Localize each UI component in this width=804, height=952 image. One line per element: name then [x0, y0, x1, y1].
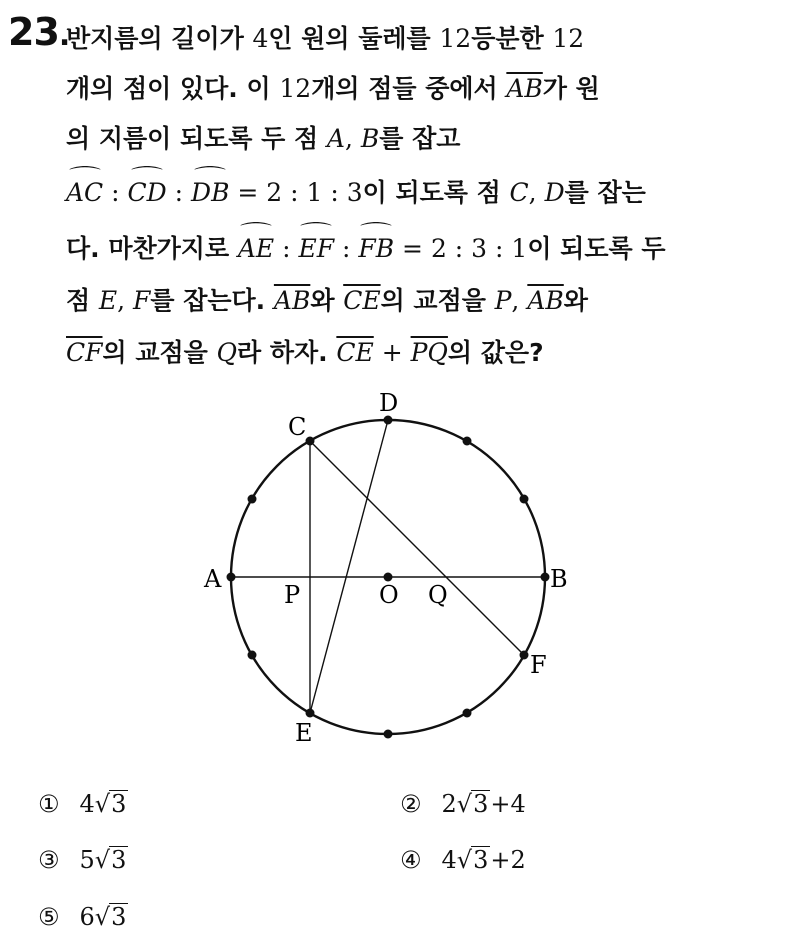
point-C	[306, 437, 315, 446]
choice-marker: ⑤	[38, 903, 60, 931]
division-point	[520, 495, 529, 504]
choice-5[interactable]: ⑤ 6√3	[38, 903, 127, 931]
segment-AB: $\overline{AB}$	[527, 286, 564, 315]
division-point	[463, 709, 472, 718]
question-line-4: ⌒ AC : ⌒ CD : ⌒ DB = 2 : 1 : 3이 되도록 점 C, D를 잡는	[66, 168, 646, 218]
label-P: P	[284, 581, 301, 609]
label-E: E	[295, 719, 313, 747]
segment-CF: $\overline{CF}$	[66, 338, 103, 367]
label-C: C	[288, 413, 307, 441]
arc-DB: ⌒ DB	[191, 168, 229, 218]
label-Q: Q	[428, 581, 448, 609]
choice-2[interactable]: ② 2√3+4	[400, 790, 526, 818]
question-line-6: 점 E, F를 잡는다. $\overline{AB}$와 $\overline{CE}$의 교점을 P, $\overline{AB}$와	[66, 286, 588, 315]
question-line-5: 다. 마찬가지로 ⌒ AE : ⌒ EF : ⌒ FB = 2 : 3 : 1이 되도록 두	[66, 224, 665, 274]
arc-AC: ⌒ AC	[66, 168, 103, 218]
choice-4[interactable]: ④ 4√3+2	[400, 846, 526, 874]
division-point	[384, 730, 393, 739]
choice-marker: ③	[38, 846, 60, 874]
point-E	[306, 709, 315, 718]
segment-PQ: $\overline{PQ}$	[410, 338, 448, 367]
arc-CD: ⌒ CD	[128, 168, 167, 218]
label-A: A	[204, 565, 222, 593]
question-line-1: 반지름의 길이가 4인 원의 둘레를 12등분한 12	[66, 24, 585, 53]
arc-AE: ⌒ AE	[238, 224, 274, 274]
choice-marker: ②	[400, 790, 422, 818]
question-number: 23.	[8, 10, 70, 54]
division-point	[463, 437, 472, 446]
division-point	[248, 495, 257, 504]
question-line-3: 의 지름이 되도록 두 점 A, B를 잡고	[66, 124, 461, 153]
choice-3[interactable]: ③ 5√3	[38, 846, 127, 874]
segment-AB: $\overline{AB}$	[506, 74, 543, 103]
choice-marker: ④	[400, 846, 422, 874]
choice-1[interactable]: ① 4√3	[38, 790, 127, 818]
label-B: B	[550, 565, 568, 593]
arc-FB: ⌒ FB	[358, 224, 394, 274]
division-point	[248, 651, 257, 660]
point-F	[520, 651, 529, 660]
arc-EF: ⌒ EF	[298, 224, 334, 274]
circle-figure	[180, 375, 600, 760]
segment-DE-line	[310, 420, 388, 713]
segment-AB: $\overline{AB}$	[273, 286, 311, 315]
point-B	[541, 573, 550, 582]
segment-CE: $\overline{CE}$	[343, 286, 381, 315]
segment-CF-line	[310, 441, 524, 655]
choice-marker: ①	[38, 790, 60, 818]
point-A	[227, 573, 236, 582]
label-D: D	[379, 389, 399, 417]
segment-CE: $\overline{CE}$	[336, 338, 374, 367]
label-O: O	[379, 581, 399, 609]
label-F: F	[530, 651, 547, 679]
question-line-2: 개의 점이 있다. 이 12개의 점들 중에서 $\overline{AB}$가 원	[66, 74, 600, 103]
question-line-7: $\overline{CF}$의 교점을 Q라 하자. $\overline{CE} + \overline{PQ}$의 값은?	[66, 338, 544, 367]
